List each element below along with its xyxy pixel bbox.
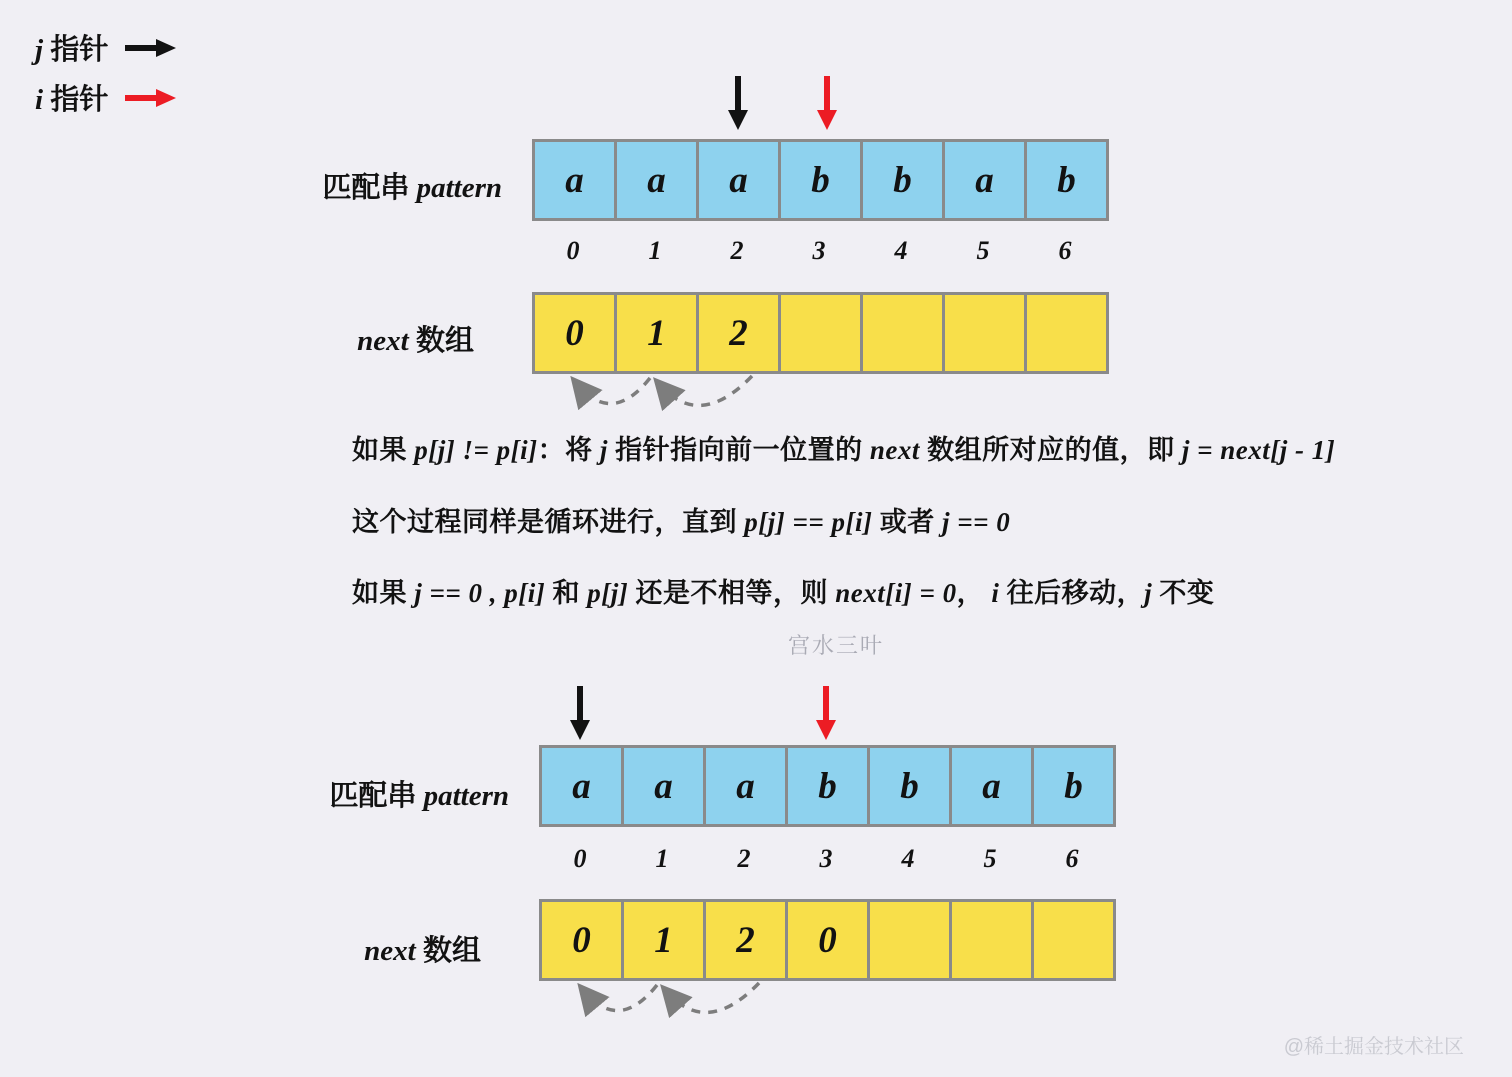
pattern-row-label: 匹配串 pattern [329, 780, 509, 812]
legend-j-pointer [35, 27, 176, 68]
next-cell [1027, 295, 1106, 371]
next-array [532, 292, 1109, 374]
i-pointer-down-arrow-icon [813, 686, 839, 740]
index-label: 1 [648, 236, 662, 265]
index-label: 0 [566, 236, 580, 265]
pattern-array [539, 745, 1116, 827]
i-pointer-down-arrow-icon [814, 76, 840, 130]
index-label: 6 [1065, 844, 1079, 873]
next-cell [863, 295, 942, 371]
black-right-arrow-icon [124, 37, 176, 59]
pattern-cell: a [542, 748, 621, 824]
pattern-cell: a [952, 748, 1031, 824]
next-cell: 1 [617, 295, 696, 371]
pattern-cell: a [624, 748, 703, 824]
next-array [539, 899, 1116, 981]
pattern-array [532, 139, 1109, 221]
pattern-cell: a [706, 748, 785, 824]
next-cell [870, 902, 949, 978]
index-label: 3 [812, 236, 826, 265]
index-label: 3 [819, 844, 833, 873]
next-row-label: next 数组 [364, 935, 481, 967]
explanation-line-1: 如果 p[j] != p[i]：将 j 指针指向前一位置的 next 数组所对应的值，即 j = next[j - 1] [352, 435, 1336, 465]
next-cell: 2 [706, 902, 785, 978]
index-label: 2 [737, 844, 751, 873]
next-cell [945, 295, 1024, 371]
next-cell [952, 902, 1031, 978]
backtrack-arcs-icon [547, 981, 787, 1036]
pattern-cell: a [699, 142, 778, 218]
pattern-cell: b [870, 748, 949, 824]
next-cell: 2 [699, 295, 778, 371]
center-watermark: 宫水三叶 [788, 633, 885, 658]
index-row [539, 844, 1113, 874]
legend-i-label: i 指针 [35, 84, 109, 116]
j-pointer-down-arrow-icon [725, 76, 751, 130]
index-label: 0 [573, 844, 587, 873]
next-cell: 0 [542, 902, 621, 978]
pattern-cell: b [781, 142, 860, 218]
index-label: 1 [655, 844, 669, 873]
next-cell: 0 [788, 902, 867, 978]
legend-j-label: j 指针 [35, 34, 109, 66]
next-cell [1034, 902, 1113, 978]
explanation-line-2: 这个过程同样是循环进行，直到 p[j] == p[i] 或者 j == 0 [352, 507, 1011, 537]
next-cell: 0 [535, 295, 614, 371]
pattern-cell: b [1027, 142, 1106, 218]
index-label: 4 [901, 844, 915, 873]
next-cell: 1 [624, 902, 703, 978]
pattern-cell: a [617, 142, 696, 218]
pattern-cell: b [1034, 748, 1113, 824]
index-label: 6 [1058, 236, 1072, 265]
next-cell [781, 295, 860, 371]
footer-watermark: @稀土掘金技术社区 [1283, 1036, 1464, 1058]
red-right-arrow-icon [124, 87, 176, 109]
legend-i-pointer [35, 77, 176, 118]
pattern-row-label: 匹配串 pattern [322, 172, 502, 204]
backtrack-arcs-icon [540, 374, 780, 429]
index-label: 5 [983, 844, 997, 873]
pattern-cell: a [535, 142, 614, 218]
pattern-cell: a [945, 142, 1024, 218]
pattern-cell: b [863, 142, 942, 218]
next-row-label: next 数组 [357, 325, 474, 357]
index-label: 5 [976, 236, 990, 265]
index-label: 2 [730, 236, 744, 265]
j-pointer-down-arrow-icon [567, 686, 593, 740]
index-label: 4 [894, 236, 908, 265]
explanation-line-3: 如果 j == 0 , p[i] 和 p[j] 还是不相等，则 next[i] = 0， i 往后移动，j 不变 [352, 578, 1215, 608]
pattern-cell: b [788, 748, 867, 824]
index-row [532, 236, 1106, 266]
